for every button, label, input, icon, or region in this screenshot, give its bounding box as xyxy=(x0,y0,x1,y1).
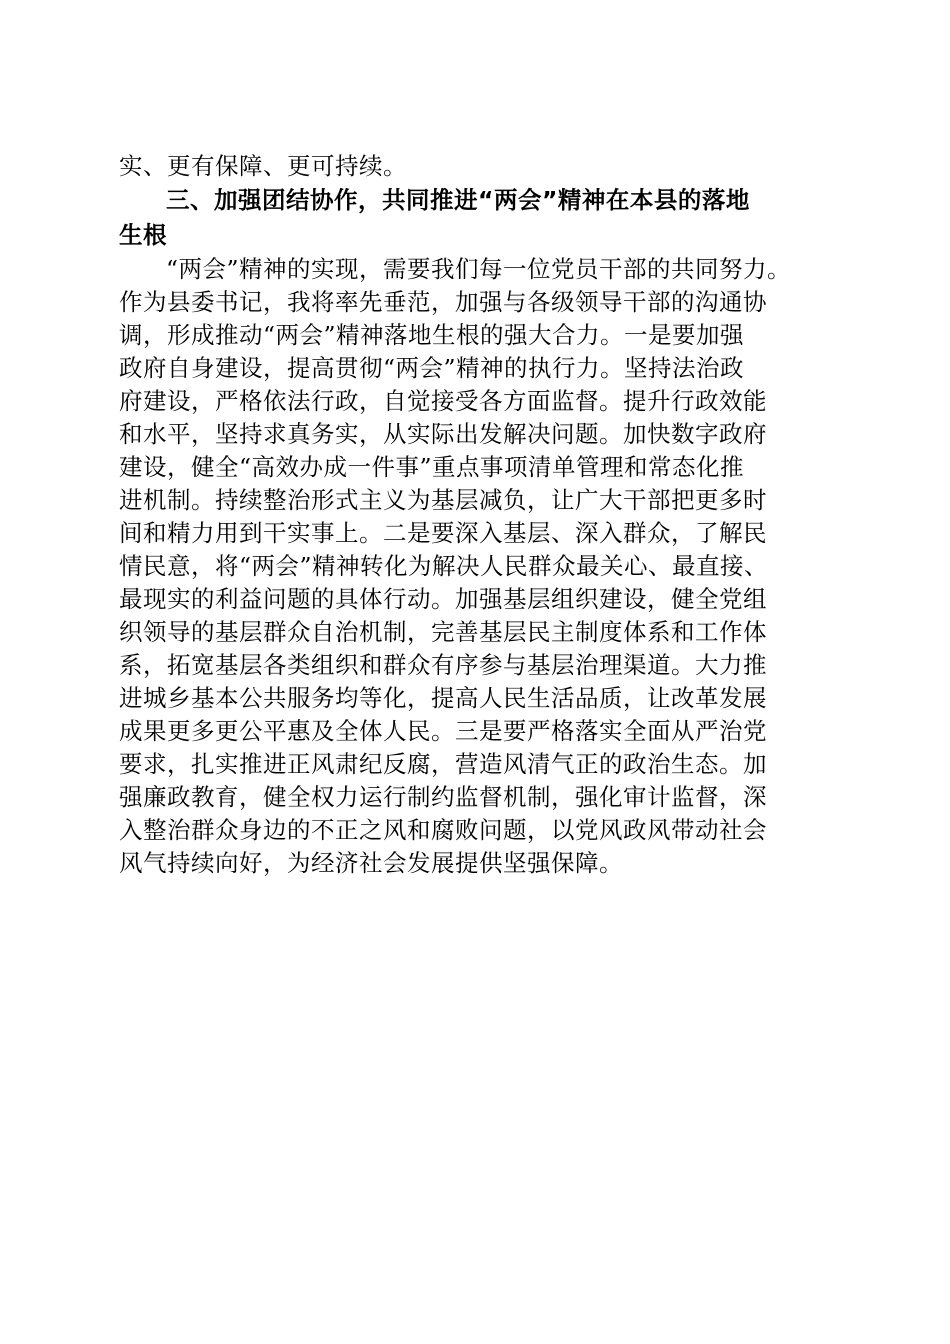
paragraph-line: 府建设，严格依法行政，自觉接受各方面监督。提升行政效能 xyxy=(119,387,767,415)
paragraph-line: 成果更多更公平惠及全体人民。三是要严格落实全面从严治党 xyxy=(119,717,767,745)
paragraph-line: 建设，健全“高效办成一件事”重点事项清单管理和常态化推 xyxy=(119,453,745,481)
paragraph-line: 调，形成推动“两会”精神落地生根的强大合力。一是要加强 xyxy=(119,321,745,349)
paragraph-line: 间和精力用到干实事上。二是要深入基层、深入群众，了解民 xyxy=(119,519,767,547)
paragraph-line: 系，拓宽基层各类组织和群众有序参与基层治理渠道。大力推 xyxy=(119,651,767,679)
paragraph-line: 强廉政教育，健全权力运行制约监督机制，强化审计监督，深 xyxy=(119,783,767,811)
paragraph-line: 和水平，坚持求真务实，从实际出发解决问题。加快数字政府 xyxy=(119,420,767,448)
paragraph-line: 要求，扎实推进正风肃纪反腐，营造风清气正的政治生态。加 xyxy=(119,750,767,778)
document-body xyxy=(119,150,824,880)
paragraph-line: 入整治群众身边的不正之风和腐败问题，以党风政风带动社会 xyxy=(119,816,767,844)
paragraph-line: 织领导的基层群众自治机制，完善基层民主制度体系和工作体 xyxy=(119,618,767,646)
section-heading-line-2: 生根 xyxy=(119,221,167,249)
paragraph-line: 最现实的利益问题的具体行动。加强基层组织建设，健全党组 xyxy=(119,585,767,613)
paragraph-line: 风气持续向好，为经济社会发展提供坚强保障。 xyxy=(119,849,623,877)
body-paragraph xyxy=(119,253,824,880)
paragraph-line: 进机制。持续整治形式主义为基层减负，让广大干部把更多时 xyxy=(119,486,767,514)
section-heading-line-1: 三、加强团结协作，共同推进“两会”精神在本县的落地 xyxy=(166,186,750,214)
paragraph-line: 作为县委书记，我将率先垂范，加强与各级领导干部的沟通协 xyxy=(119,288,767,316)
intro-line: 实、更有保障、更可持续。 xyxy=(119,152,407,180)
paragraph-line: 情民意，将“两会”精神转化为解决人民群众最关心、最直接、 xyxy=(119,552,769,580)
paragraph-line: 进城乡基本公共服务均等化，提高人民生活品质，让改革发展 xyxy=(119,684,767,712)
paragraph-line: “两会”精神的实现，需要我们每一位党员干部的共同努力。 xyxy=(166,255,792,283)
paragraph-line: 政府自身建设，提高贯彻“两会”精神的执行力。坚持法治政 xyxy=(119,354,745,382)
